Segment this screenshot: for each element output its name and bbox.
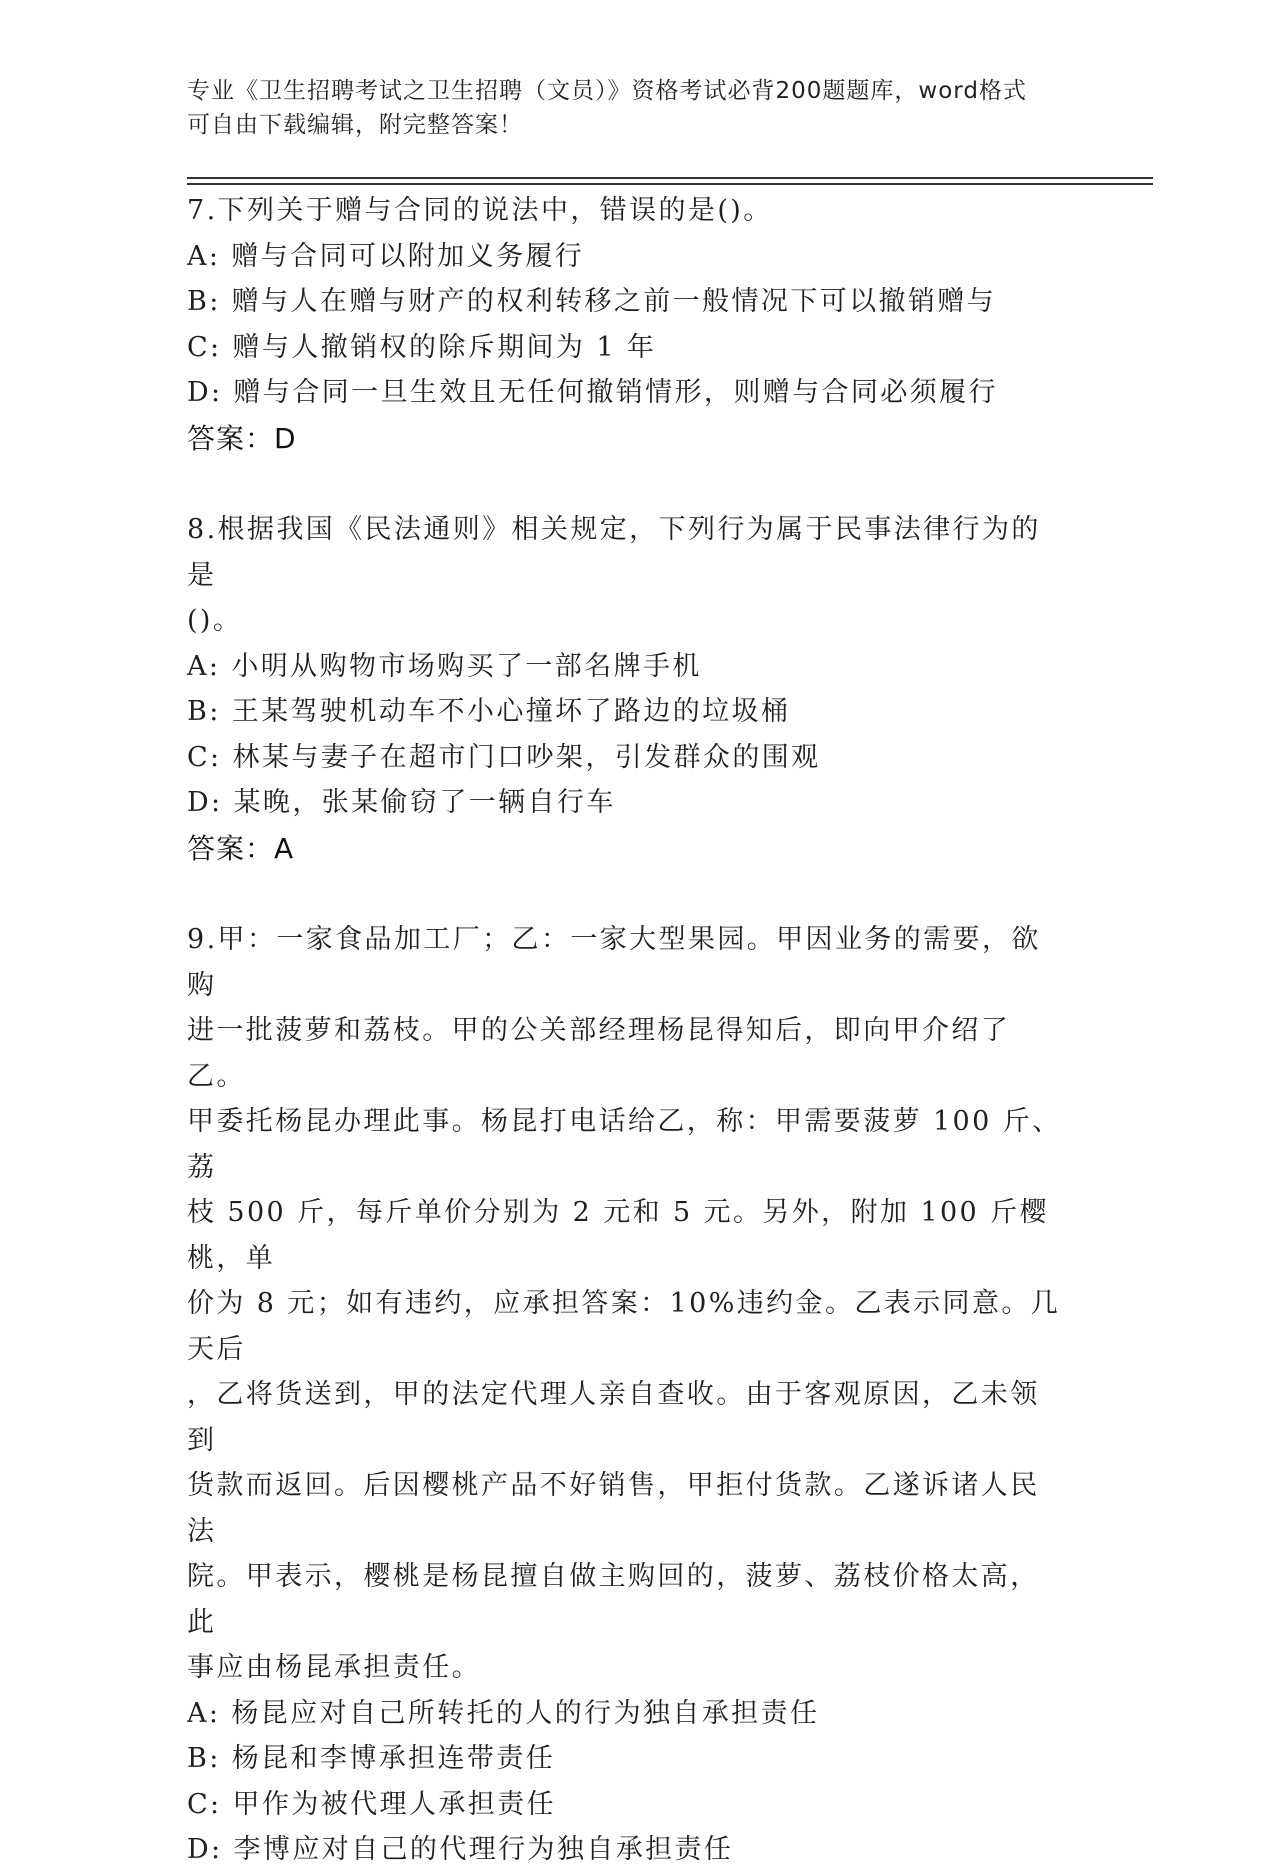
header-title-line-2: 可自由下载编辑，附完整答案！	[187, 112, 523, 138]
option-a: A: 杨昆应对自己所转托的人的行为独自承担责任	[187, 1697, 820, 1729]
option-b: B: 王某驾驶机动车不小心撞坏了路边的垃圾桶	[187, 696, 791, 727]
question-stem-line: ()。	[187, 605, 243, 636]
answer-label: 答案：D	[187, 421, 297, 455]
option-d: D: 赠与合同一旦生效且无任何撤销情形，则赠与合同必须履行	[187, 377, 998, 408]
option-b: B: 赠与人在赠与财产的权利转移之前一般情况下可以撤销赠与	[187, 286, 997, 317]
header-title-line-1: 专业《卫生招聘考试之卫生招聘（文员）》资格考试必背200题题库，word格式	[187, 78, 1027, 104]
question-stem-line: 枝 500 斤，每斤单价分别为 2 元和 5 元。另外，附加 100 斤樱桃，单	[187, 1197, 1049, 1274]
option-b: B: 杨昆和李博承担连带责任	[187, 1743, 556, 1774]
question-8	[187, 507, 1067, 872]
question-stem-line: 院。甲表示，樱桃是杨昆擅自做主购回的，菠萝、荔枝价格太高，此	[187, 1561, 1040, 1638]
header-divider-bottom	[187, 183, 1153, 185]
header-divider-top	[187, 177, 1153, 179]
question-stem: 7.下列关于赠与合同的说法中，错误的是()。	[187, 195, 773, 226]
question-9	[187, 917, 1067, 1873]
spacer	[187, 462, 1067, 508]
option-c: C: 赠与人撤销权的除斥期间为 1 年	[187, 331, 657, 363]
option-d: D: 某晚，张某偷窃了一辆自行车	[187, 787, 616, 818]
option-d: D: 李博应对自己的代理行为独自承担责任	[187, 1834, 734, 1865]
question-stem-line: ，乙将货送到，甲的法定代理人亲自查收。由于客观原因，乙未领到	[187, 1379, 1040, 1456]
question-stem-line: 8.根据我国《民法通则》相关规定，下列行为属于民事法律行为的是	[187, 514, 1041, 591]
spacer	[187, 872, 1067, 918]
option-c: C: 甲作为被代理人承担责任	[187, 1788, 556, 1820]
question-stem-line: 价为 8 元；如有违约，应承担答案：10%违约金。乙表示同意。几天后	[187, 1288, 1061, 1365]
question-list	[187, 188, 1067, 1873]
question-stem-line: 事应由杨昆承担责任。	[187, 1652, 481, 1683]
question-7	[187, 188, 1067, 462]
answer-label: 答案：A	[187, 831, 295, 865]
option-a: A: 小明从购物市场购买了一部名牌手机	[187, 650, 702, 682]
question-stem-line: 货款而返回。后因樱桃产品不好销售，甲拒付货款。乙遂诉诸人民法	[187, 1470, 1040, 1547]
question-stem-line: 9.甲：一家食品加工厂；乙：一家大型果园。甲因业务的需要，欲购	[187, 924, 1041, 1001]
option-c: C: 林某与妻子在超市门口吵架，引发群众的围观	[187, 741, 821, 773]
question-stem-line: 进一批菠萝和荔枝。甲的公关部经理杨昆得知后，即向甲介绍了乙。	[187, 1015, 1011, 1092]
question-stem-line: 甲委托杨昆办理此事。杨昆打电话给乙，称：甲需要菠萝 100 斤、荔	[187, 1106, 1062, 1183]
document-header	[187, 74, 1087, 142]
option-a: A: 赠与合同可以附加义务履行	[187, 240, 585, 272]
